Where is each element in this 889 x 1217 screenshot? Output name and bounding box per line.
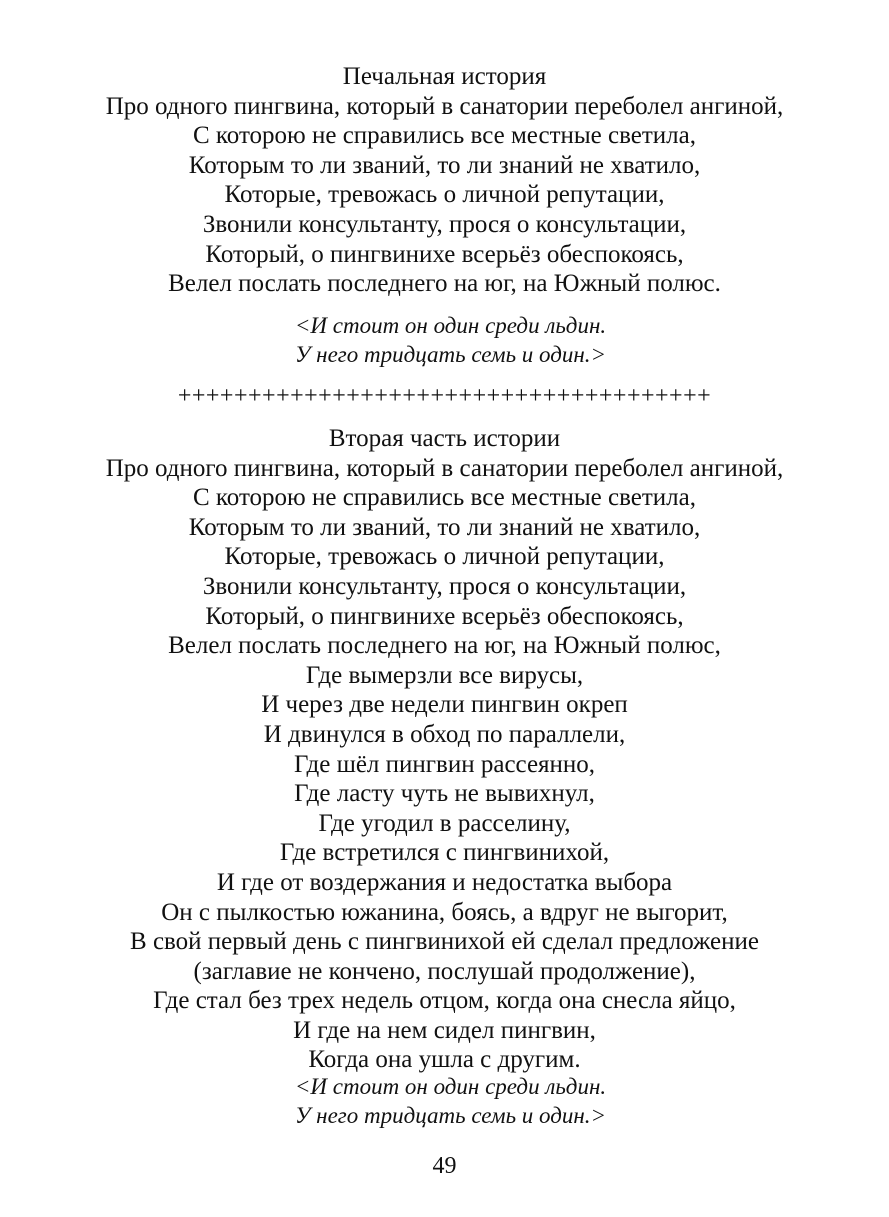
- poem-line: В свой первый день с пингвинихой ей сделал предложение: [130, 928, 759, 956]
- poem-part-one: [0, 62, 889, 299]
- part-one-title: Печальная история: [342, 63, 547, 90]
- poem-line: С которою не справились все местные светила,: [192, 122, 697, 150]
- refrain-one: [0, 311, 889, 369]
- poem-line: И где от воздержания и недостатка выбора: [216, 868, 673, 896]
- divider-plus-line: ++++++++++++++++++++++++++++++++++++++: [177, 383, 712, 409]
- poem-line: Про одного пингвина, который в санатории переболел ангиной,: [105, 92, 784, 120]
- poem-line: Где встретился с пингвинихой,: [279, 839, 610, 867]
- poem-line: Которые, тревожась о личной репутации,: [224, 543, 665, 571]
- poem-line: Где шёл пингвин рассеянно,: [293, 750, 596, 778]
- poem-line: Велел послать последнего на юг, на Южный полюс,: [168, 632, 721, 660]
- poem-line: Когда она ушла с другим.: [308, 1046, 581, 1074]
- poem-line: Про одного пингвина, который в санатории переболел ангиной,: [105, 454, 784, 482]
- poem-line: И где на нем сидел пингвин,: [293, 1016, 596, 1044]
- poem-line: Которые, тревожась о личной репутации,: [224, 181, 665, 209]
- poem-line: Где вымерзли все вирусы,: [305, 661, 584, 689]
- poem-line: И через две недели пингвин окреп: [261, 691, 628, 719]
- poem-line: Где стал без трех недель отцом, когда она снесла яйцо,: [153, 987, 736, 1015]
- page-number-text: 49: [432, 1153, 457, 1179]
- poem-line: Который, о пингвинихе всерьёз обеспокоясь,: [205, 240, 684, 268]
- poem-line: Он с пылкостью южанина, боясь, а вдруг не выгорит,: [161, 898, 728, 926]
- refrain-line: У него тридцать семь и один.>: [294, 1103, 607, 1128]
- poem-line: И двинулся в обход по параллели,: [263, 720, 626, 748]
- page-number: [0, 1152, 889, 1182]
- poem-line: Велел послать последнего на юг, на Южный полюс.: [168, 270, 721, 298]
- refrain-line: <И стоит он один среди льдин.: [294, 313, 607, 338]
- poem-line: Где ласту чуть не вывихнул,: [294, 780, 595, 808]
- refrain-two: [0, 1072, 889, 1130]
- poem-line: (заглавие не кончено, послушай продолжение),: [193, 957, 696, 985]
- refrain-line: <И стоит он один среди льдин.: [294, 1074, 607, 1099]
- poem-line: Которым то ли званий, то ли знаний не хватило,: [188, 151, 701, 179]
- poem-line: Где угодил в расселину,: [318, 809, 571, 837]
- poem-line: Который, о пингвинихе всерьёз обеспокоясь,: [205, 602, 684, 630]
- part-two-title: Вторая часть истории: [328, 425, 561, 452]
- poem-line: С которою не справились все местные светила,: [192, 484, 697, 512]
- section-divider: [0, 382, 889, 412]
- poem-part-two: [0, 424, 889, 1075]
- refrain-line: У него тридцать семь и один.>: [294, 342, 607, 367]
- poem-line: Звонили консультанту, прося о консультации,: [202, 572, 687, 600]
- poem-line: Звонили консультанту, прося о консультации,: [202, 210, 687, 238]
- poem-line: Которым то ли званий, то ли знаний не хватило,: [188, 513, 701, 541]
